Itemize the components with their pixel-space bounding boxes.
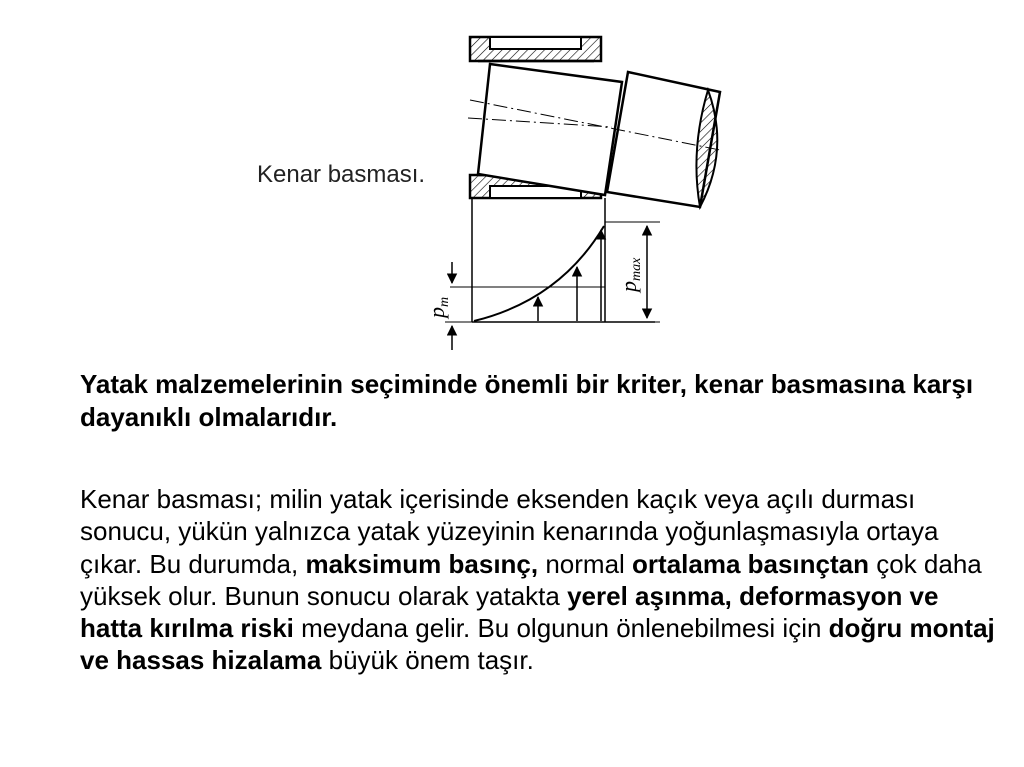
text-run: normal: [538, 548, 633, 579]
p-m-label: pm: [424, 296, 452, 318]
text-run: meydana gelir. Bu olgunun önlenebilmesi için: [293, 613, 829, 644]
text-run: Kenar basması; milin yatak içerisinde eksenden kaçık veya açılı durması sonucu, yükün yalnızca yatak yüzeyinin kenarında yoğunlaşmasıyla ortaya çıkar. Bu durumda,: [80, 484, 939, 579]
text-run: büyük önem taşır.: [321, 645, 534, 676]
figure-caption: Kenar basması.: [257, 161, 426, 188]
bold-phrase: maksimum basınç,: [305, 548, 539, 579]
pressure-distribution-plot: [445, 198, 660, 350]
bold-phrase: yerel aşınma, deformasyon ve hatta kırılma riski: [80, 580, 939, 644]
text-run: çok daha yüksek olur. Bunun sonucu olarak yatakta: [80, 548, 982, 611]
p-max-label: pmax: [616, 257, 644, 292]
bold-phrase: doğru montaj ve hassas hizalama: [80, 613, 995, 676]
heading-text: Yatak malzemelerinin seçiminde önemli bir kriter, kenar basmasına karşı dayanıklı olmalarıdır.: [80, 369, 974, 432]
bearing-housing-top: [470, 37, 601, 61]
bold-phrase: ortalama basınçtan: [632, 548, 870, 579]
body-paragraph: [80, 483, 1000, 677]
